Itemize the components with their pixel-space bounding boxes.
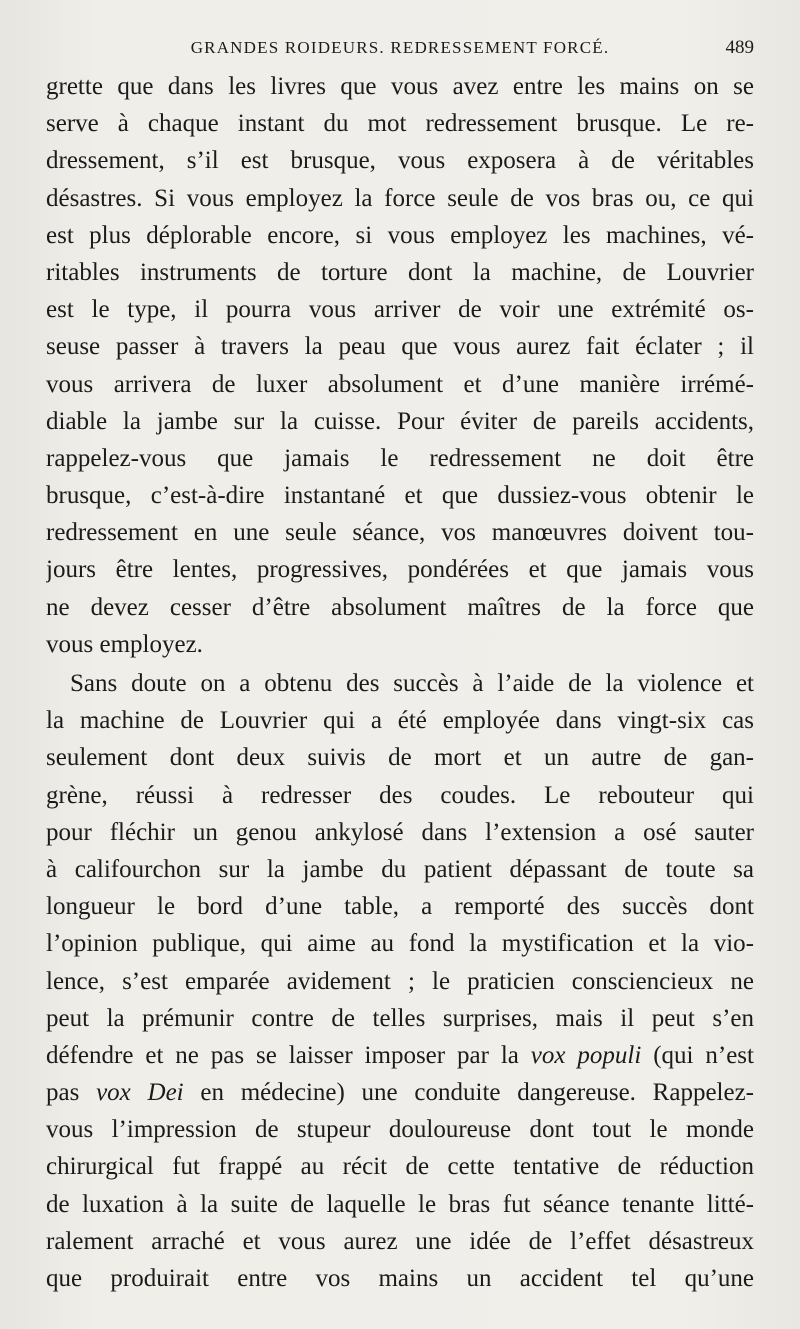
text-line: rappelez-vous que jamais le redressement ne doit être: [46, 444, 754, 472]
text-line: grette que dans les livres que vous avez entre les mains on se: [46, 73, 754, 100]
text-line: la machine de Louvrier qui a été employée dans vingt-six cas: [46, 707, 754, 735]
text-line: peut la prémunir contre de telles surprises, mais il peut s’en: [46, 1004, 754, 1032]
text-line: diable la jambe sur la cuisse. Pour éviter de pareils accidents,: [46, 407, 754, 435]
text-line: de luxation à la suite de laquelle le bras fut séance tenante litté-: [46, 1190, 754, 1218]
text-line: à califourchon sur la jambe du patient dépassant de toute sa: [46, 855, 754, 883]
text-line: grène, réussi à redresser des coudes. Le rebouteur qui: [46, 781, 754, 809]
text-line: seuse passer à travers la peau que vous aurez fait éclater ; il: [46, 333, 754, 361]
text-line: désastres. Si vous employez la force seule de vos bras ou, ce qui: [46, 184, 754, 212]
text-line: chirurgical fut frappé au récit de cette tentative de réduction: [46, 1153, 754, 1181]
running-title: GRANDES ROIDEURS. REDRESSEMENT FORCÉ.: [190, 38, 610, 57]
page-header: [46, 34, 754, 62]
text-line: longueur le bord d’une table, a remporté des succès dont: [46, 893, 754, 921]
paragraph-start-line: Sans doute on a obtenu des succès à l’aide de la violence et: [70, 670, 754, 697]
text-line: est plus déplorable encore, si vous employez les machines, vé-: [46, 221, 754, 249]
text-line: jours être lentes, progressives, pondérées et que jamais vous: [46, 556, 754, 584]
page-number: 489: [725, 37, 754, 58]
text-line: défendre et ne pas se laisser imposer par la vox populi (qui n’est: [46, 1041, 754, 1069]
text-line: redressement en une seule séance, vos manœuvres doivent tou-: [46, 519, 754, 547]
text-line: vous arrivera de luxer absolument et d’une manière irrémé-: [46, 370, 754, 398]
text-line: dressement, s’il est brusque, vous exposera à de véritables: [46, 147, 754, 175]
text-line: pour fléchir un genou ankylosé dans l’extension a osé sauter: [46, 818, 754, 846]
body-text: [46, 68, 754, 1297]
text-line: pas vox Dei en médecine) une conduite dangereuse. Rappelez-: [46, 1079, 754, 1107]
text-line: l’opinion publique, qui aime au fond la mystification et la vio-: [46, 930, 754, 958]
text-line: brusque, c’est-à-dire instantané et que dussiez-vous obtenir le: [46, 482, 754, 510]
text-line: seulement dont deux suivis de mort et un autre de gan-: [46, 744, 754, 772]
text-line: ralement arraché et vous aurez une idée de l’effet désastreux: [46, 1227, 754, 1255]
text-line: serve à chaque instant du mot redressement brusque. Le re-: [46, 110, 754, 138]
text-line: est le type, il pourra vous arriver de voir une extrémité os-: [46, 296, 754, 324]
text-line: ritables instruments de torture dont la machine, de Louvrier: [46, 258, 754, 286]
text-line: lence, s’est emparée avidement ; le praticien consciencieux ne: [46, 967, 754, 995]
text-line: vous l’impression de stupeur douloureuse dont tout le monde: [46, 1116, 754, 1144]
text-line: que produirait entre vos mains un accident tel qu’une: [46, 1265, 754, 1292]
paragraph-end-line: vous employez.: [46, 630, 203, 658]
text-line: ne devez cesser d’être absolument maîtres de la force que: [46, 593, 754, 621]
